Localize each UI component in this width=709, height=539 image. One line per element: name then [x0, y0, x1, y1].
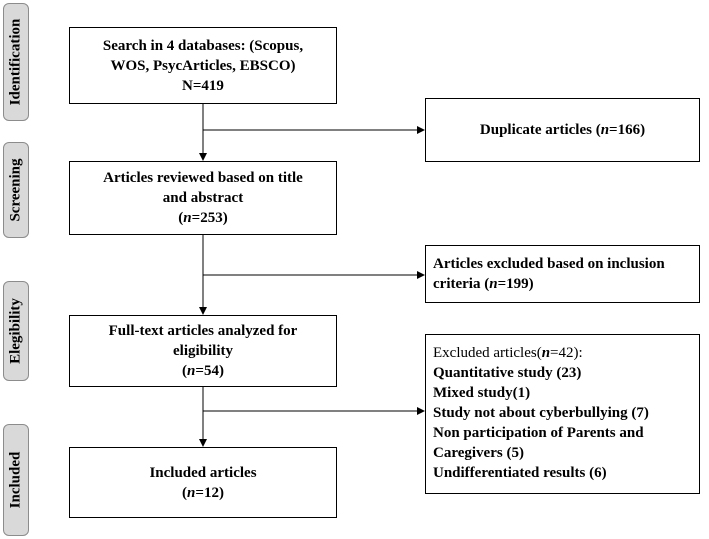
phase-screening-label: Screening: [7, 158, 24, 222]
excluded-item: Mixed study(1): [433, 385, 531, 401]
excluded-item: Caregivers (5): [433, 445, 524, 461]
search-line3: N=419: [182, 77, 224, 94]
fulltext-line2: eligibility: [173, 343, 233, 359]
included-line1: Included articles: [149, 464, 257, 481]
phase-identification-label: Identification: [7, 18, 24, 106]
reviewed-line1: Articles reviewed based on title: [103, 170, 303, 186]
phase-identification: [3, 3, 29, 121]
excluded-item: Quantitative study (23): [433, 365, 582, 381]
search-line1: Search in 4 databases: (Scopus,: [102, 37, 304, 54]
included-box: [69, 447, 337, 518]
excluded-item: Study not about cyberbullying (7): [433, 405, 649, 421]
excluded-articles-box: [425, 334, 700, 494]
reviewed-line2: and abstract: [162, 190, 244, 206]
search-line2: WOS, PsycArticles, EBSCO): [110, 57, 296, 74]
reviewed-count: (n=253): [178, 210, 228, 226]
duplicates-text: Duplicate articles (n=166): [479, 122, 646, 138]
excluded-inclusion-box: [425, 245, 700, 303]
excluded-item: Non participation of Parents and: [433, 425, 644, 441]
phase-screening: [3, 142, 29, 238]
fulltext-count: (n=54): [182, 363, 224, 379]
excluded-inclusion-line1: Articles excluded based on inclusion: [433, 256, 665, 272]
reviewed-box: [69, 161, 337, 235]
excluded-articles-header: Excluded articles(n=42):: [433, 345, 583, 361]
phase-elegibility: [3, 281, 29, 381]
included-count: (n=12): [182, 484, 224, 501]
phase-included-label: Included: [7, 451, 24, 509]
excluded-inclusion-line2: criteria (n=199): [433, 276, 534, 292]
duplicates-box: [425, 98, 700, 162]
fulltext-line1: Full-text articles analyzed for: [108, 323, 298, 339]
excluded-item: Undifferentiated results (6): [433, 465, 607, 481]
phase-elegibility-label: Elegibility: [7, 298, 24, 364]
fulltext-box: [69, 315, 337, 387]
phase-included: [3, 424, 29, 536]
search-box: [69, 27, 337, 104]
